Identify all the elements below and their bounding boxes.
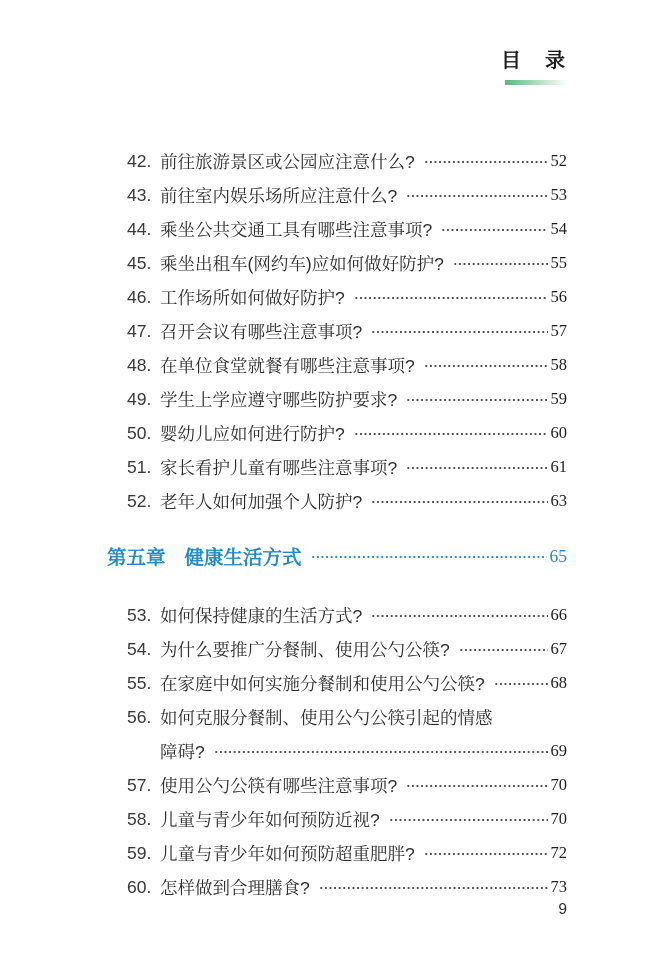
toc-item-number: 44. — [127, 218, 152, 239]
toc-item[interactable] — [107, 768, 567, 802]
toc-item-title: 老年人如何加强个人防护? — [160, 491, 363, 512]
dot-leader — [494, 666, 548, 700]
chapter-title: 健康生活方式 — [184, 547, 302, 569]
toc-item-page: 63 — [550, 491, 567, 510]
toc-item-number: 49. — [127, 388, 152, 409]
toc-item[interactable] — [107, 666, 567, 700]
dot-leader — [311, 538, 547, 574]
dot-leader — [424, 144, 548, 178]
toc-item[interactable] — [107, 734, 567, 768]
toc-item-page: 60 — [550, 423, 567, 442]
chapter-number: 第五章 — [107, 547, 166, 569]
toc-item-number: 55. — [127, 672, 152, 693]
toc-item-number: 43. — [127, 184, 152, 205]
dot-leader — [319, 870, 548, 904]
dot-leader — [424, 836, 548, 870]
toc-item-title: 前往旅游景区或公园应注意什么? — [160, 151, 415, 172]
toc-item-page: 72 — [550, 843, 567, 862]
toc-item-page: 68 — [550, 673, 567, 692]
toc-item-number: 51. — [127, 456, 152, 477]
toc-item-title: 召开会议有哪些注意事项? — [160, 321, 363, 342]
toc-item-page: 70 — [550, 809, 567, 828]
toc-item-number: 47. — [127, 320, 152, 341]
toc-item[interactable] — [107, 246, 567, 280]
toc-item-page: 59 — [550, 389, 567, 408]
toc-item-number: 53. — [127, 604, 152, 625]
toc-item-number: 54. — [127, 638, 152, 659]
dot-leader — [441, 212, 547, 246]
toc-item-page: 53 — [550, 185, 567, 204]
dot-leader — [502, 700, 565, 734]
toc-item[interactable] — [107, 382, 567, 416]
toc-item-title: 怎样做到合理膳食? — [160, 877, 310, 898]
toc-section-2 — [107, 598, 567, 904]
toc-item-number: 57. — [127, 774, 152, 795]
toc-item-page: 56 — [550, 287, 567, 306]
dot-leader — [389, 802, 548, 836]
toc-item-number: 42. — [127, 150, 152, 171]
toc-item[interactable] — [107, 836, 567, 870]
toc-item-title: 工作场所如何做好防护? — [160, 287, 345, 308]
dot-leader — [406, 382, 547, 416]
dot-leader — [354, 280, 548, 314]
dot-leader — [406, 450, 547, 484]
toc-chapter-heading[interactable] — [107, 538, 567, 574]
toc-item[interactable] — [107, 280, 567, 314]
toc-item-number: 48. — [127, 354, 152, 375]
toc-item[interactable] — [107, 870, 567, 904]
dot-leader — [371, 484, 547, 518]
toc-item-title: 儿童与青少年如何预防近视? — [160, 809, 380, 830]
toc-item-number: 58. — [127, 808, 152, 829]
toc-item-page: 58 — [550, 355, 567, 374]
dot-leader — [214, 734, 548, 768]
toc-item-title: 障碍? — [160, 741, 205, 762]
dot-leader — [424, 348, 548, 382]
page-number: 9 — [558, 901, 567, 918]
toc-item[interactable] — [107, 212, 567, 246]
chapter-page-number: 65 — [549, 545, 567, 566]
toc-item[interactable] — [107, 314, 567, 348]
toc-item-title: 乘坐公共交通工具有哪些注意事项? — [160, 219, 433, 240]
toc-item-page: 61 — [550, 457, 567, 476]
toc-item-number: 56. — [127, 706, 152, 727]
dot-leader — [406, 768, 547, 802]
toc-item-title: 在家庭中如何实施分餐制和使用公勺公筷? — [160, 673, 485, 694]
toc-item-title: 如何保持健康的生活方式? — [160, 605, 363, 626]
dot-leader — [354, 416, 548, 450]
toc-item-number: 52. — [127, 490, 152, 511]
toc-item-title: 如何克服分餐制、使用公勺公筷引起的情感 — [160, 707, 493, 728]
toc-item-title: 家长看护儿童有哪些注意事项? — [160, 457, 398, 478]
toc-item-title: 使用公勺公筷有哪些注意事项? — [160, 775, 398, 796]
toc-section-1 — [107, 144, 567, 518]
toc-item-number: 60. — [127, 876, 152, 897]
toc-item-page: 66 — [550, 605, 567, 624]
toc-item-title: 婴幼儿应如何进行防护? — [160, 423, 345, 444]
toc-item[interactable] — [107, 348, 567, 382]
toc-item[interactable] — [107, 802, 567, 836]
toc-item-title: 儿童与青少年如何预防超重肥胖? — [160, 843, 415, 864]
toc-item-title: 乘坐出租车(网约车)应如何做好防护? — [160, 253, 444, 274]
toc-item-page: 73 — [550, 877, 567, 896]
toc-item-page: 52 — [550, 151, 567, 170]
toc-item-number: 59. — [127, 842, 152, 863]
toc-item-page: 55 — [550, 253, 567, 272]
toc-item-page: 57 — [550, 321, 567, 340]
header-accent-line — [505, 80, 567, 85]
dot-leader — [371, 598, 547, 632]
table-of-contents — [107, 144, 567, 904]
toc-item-page: 54 — [550, 219, 567, 238]
dot-leader — [459, 632, 548, 666]
toc-item-page: 67 — [550, 639, 567, 658]
toc-item-page: 70 — [550, 775, 567, 794]
toc-item[interactable] — [107, 450, 567, 484]
toc-item-title: 在单位食堂就餐有哪些注意事项? — [160, 355, 415, 376]
toc-item-title: 前往室内娱乐场所应注意什么? — [160, 185, 398, 206]
dot-leader — [453, 246, 548, 280]
toc-item[interactable] — [107, 416, 567, 450]
dot-leader — [406, 178, 547, 212]
toc-item[interactable] — [107, 144, 567, 178]
toc-item-page: 69 — [550, 741, 567, 760]
toc-item[interactable] — [107, 598, 567, 632]
toc-item-number: 45. — [127, 252, 152, 273]
toc-item-number: 46. — [127, 286, 152, 307]
toc-item-title: 为什么要推广分餐制、使用公勺公筷? — [160, 639, 450, 660]
toc-item[interactable] — [107, 700, 567, 734]
toc-item[interactable] — [107, 632, 567, 666]
toc-item[interactable] — [107, 484, 567, 518]
page-title: 目 录 — [501, 50, 567, 72]
toc-item-number: 50. — [127, 422, 152, 443]
toc-item[interactable] — [107, 178, 567, 212]
dot-leader — [371, 314, 547, 348]
toc-item-title: 学生上学应遵守哪些防护要求? — [160, 389, 398, 410]
page-header — [447, 44, 567, 85]
